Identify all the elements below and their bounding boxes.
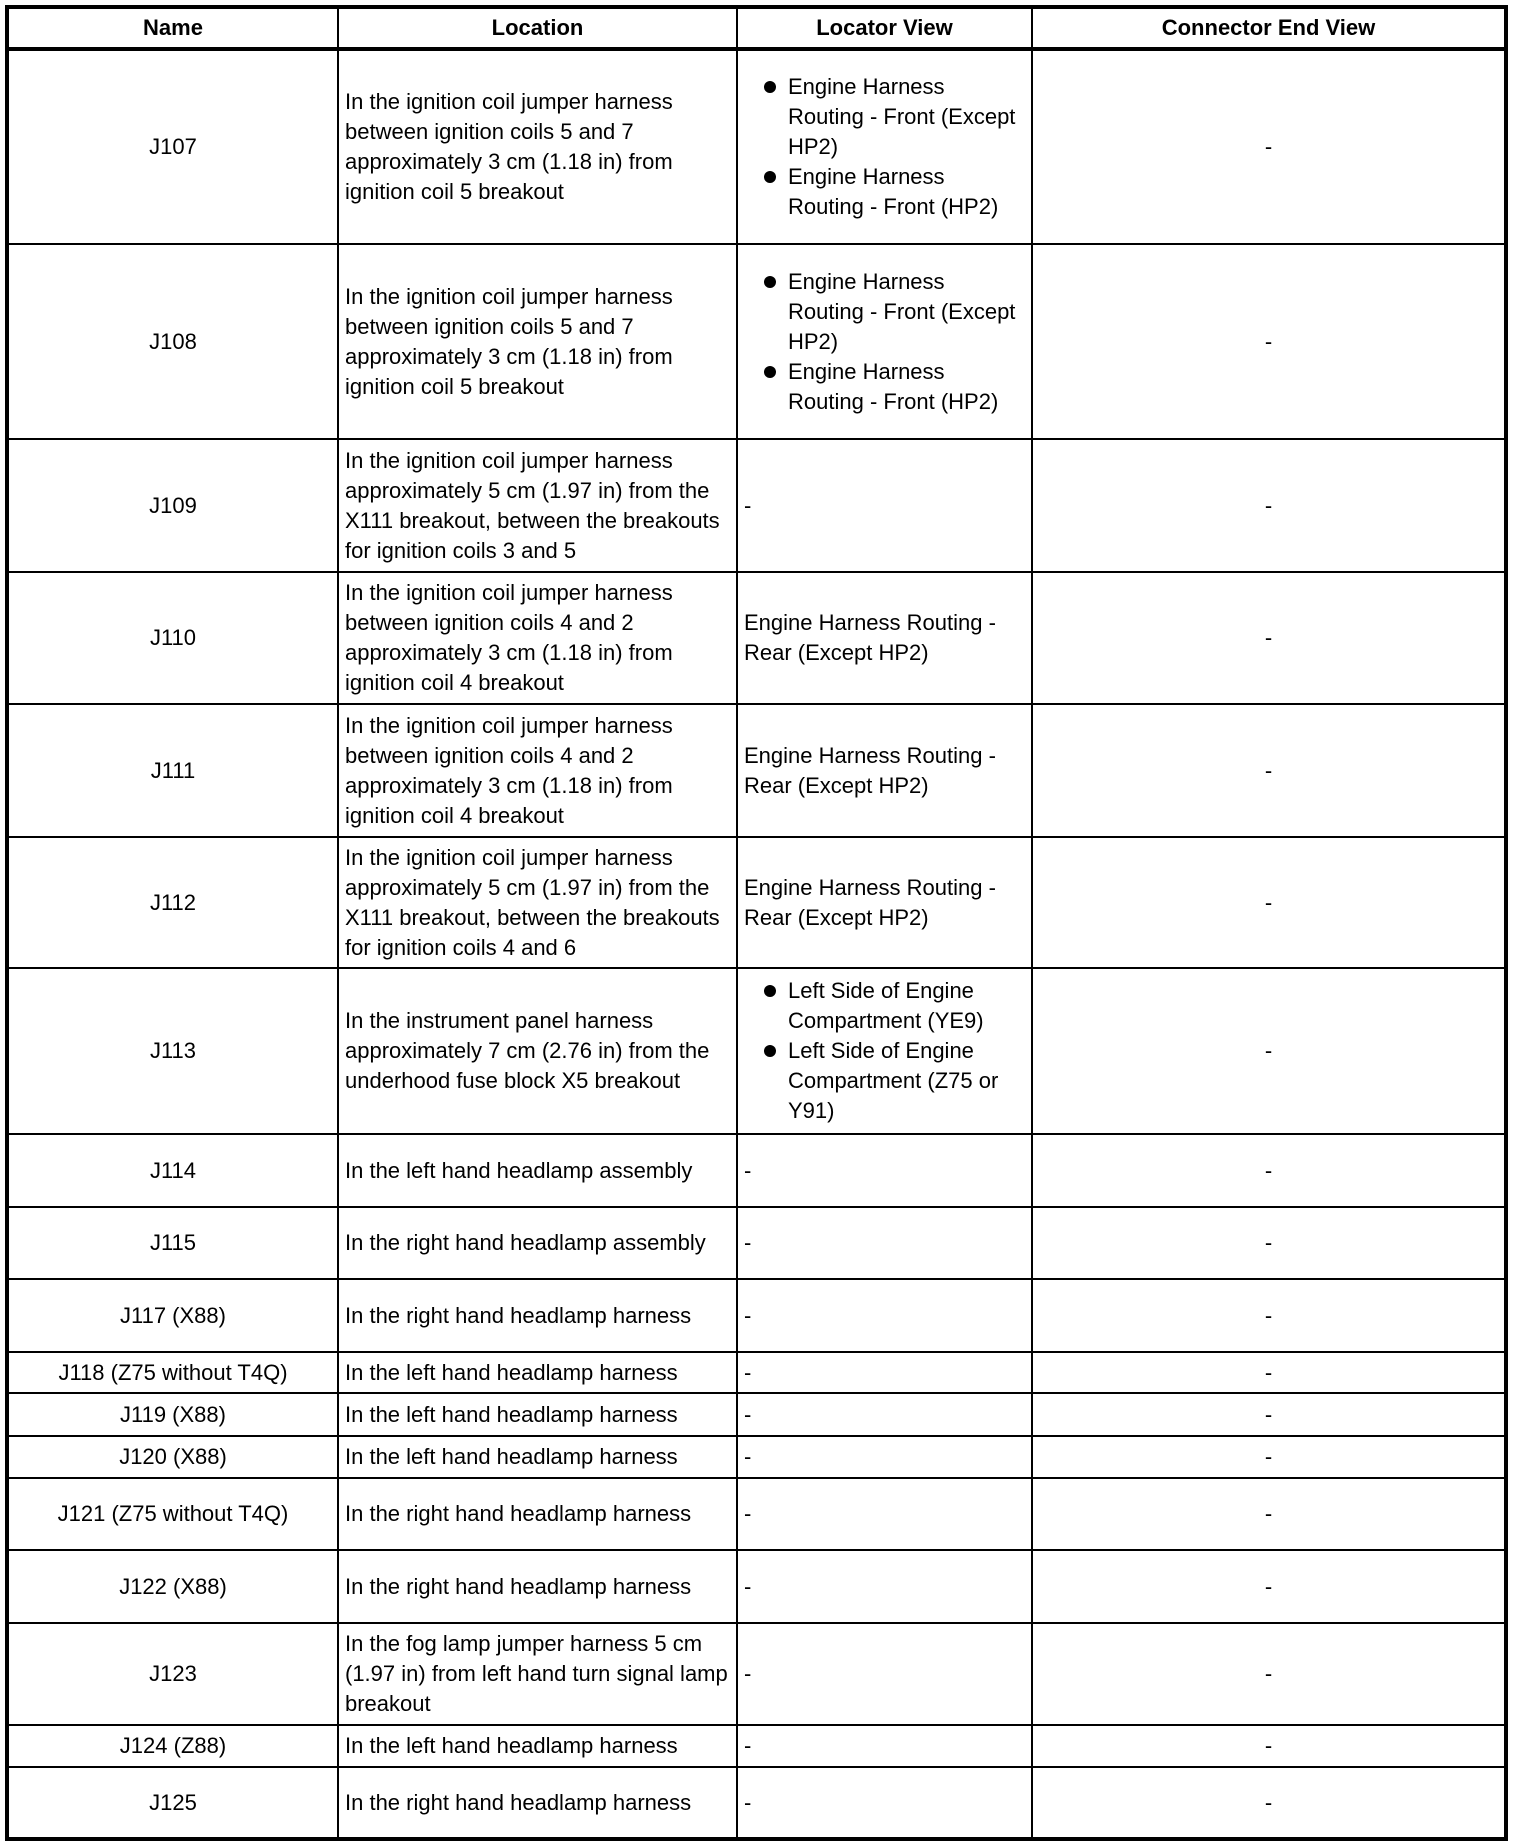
cell-location: In the right hand headlamp assembly [338,1207,737,1279]
locator-view-empty: - [744,492,752,518]
locator-view-link[interactable]: Engine Harness Routing - Front (HP2) [744,357,1025,417]
cell-locator-view [737,1725,1032,1767]
cell-location: In the ignition coil jumper harness between ignition coils 4 and 2 approximately 3 cm (1.18 in) from ignition coil 4 breakout [338,704,737,837]
cell-location: In the instrument panel harness approximately 7 cm (2.76 in) from the underhood fuse block X5 breakout [338,968,737,1134]
cell-location: In the left hand headlamp harness [338,1393,737,1436]
table-row [7,439,1506,572]
cell-locator-view [737,1207,1032,1279]
column-header-location: Location [338,7,737,49]
locator-view-empty: - [744,1661,752,1686]
cell-connector-end-view: - [1032,439,1506,572]
cell-name: J112 [7,837,338,968]
locator-view-list [744,976,1025,1126]
cell-name: J121 (Z75 without T4Q) [7,1478,338,1550]
table-row [7,1279,1506,1352]
cell-location: In the right hand headlamp harness [338,1767,737,1839]
cell-locator-view [737,439,1032,572]
cell-name: J113 [7,968,338,1134]
table-row [7,1207,1506,1279]
cell-connector-end-view: - [1032,968,1506,1134]
locator-view-empty: - [744,1733,752,1758]
locator-view-empty: - [744,1789,752,1815]
table-row [7,244,1506,439]
cell-locator-view [737,1436,1032,1478]
locator-view-empty: - [744,1359,752,1385]
column-header-locator-view: Locator View [737,7,1032,49]
cell-locator-view [737,1134,1032,1207]
cell-location: In the ignition coil jumper harness between ignition coils 5 and 7 approximately 3 cm (1.18 in) from ignition coil 5 breakout [338,244,737,439]
table-row [7,49,1506,244]
cell-locator-view [737,1767,1032,1839]
cell-connector-end-view: - [1032,1207,1506,1279]
cell-name: J117 (X88) [7,1279,338,1352]
splice-location-table [5,5,1508,1841]
cell-locator-view [737,49,1032,244]
cell-connector-end-view: - [1032,1550,1506,1623]
locator-view-empty: - [744,1444,752,1469]
locator-view-list [744,72,1025,222]
table-row [7,704,1506,837]
table-row [7,1767,1506,1839]
cell-name: J118 (Z75 without T4Q) [7,1352,338,1393]
cell-name: J111 [7,704,338,837]
cell-name: J122 (X88) [7,1550,338,1623]
locator-view-link[interactable]: Engine Harness Routing - Front (HP2) [744,162,1025,222]
cell-name: J109 [7,439,338,572]
cell-locator-view [737,1623,1032,1725]
cell-connector-end-view: - [1032,1279,1506,1352]
cell-location: In the left hand headlamp harness [338,1352,737,1393]
cell-locator-view [737,572,1032,704]
cell-locator-view [737,1352,1032,1393]
locator-view-empty: - [744,1157,752,1183]
table-row [7,1623,1506,1725]
table-row [7,1550,1506,1623]
locator-view-link[interactable]: Engine Harness Routing - Rear (Except HP2) [744,742,996,798]
cell-connector-end-view: - [1032,244,1506,439]
cell-name: J120 (X88) [7,1436,338,1478]
cell-connector-end-view: - [1032,1725,1506,1767]
locator-view-empty: - [744,1501,752,1526]
cell-location: In the right hand headlamp harness [338,1478,737,1550]
cell-locator-view [737,244,1032,439]
table-row [7,1478,1506,1550]
table-row [7,1725,1506,1767]
table-row [7,1436,1506,1478]
cell-connector-end-view: - [1032,1767,1506,1839]
cell-location: In the left hand headlamp harness [338,1725,737,1767]
cell-locator-view [737,968,1032,1134]
cell-name: J124 (Z88) [7,1725,338,1767]
cell-locator-view [737,1393,1032,1436]
locator-view-link[interactable]: Engine Harness Routing - Front (Except HP2) [744,72,1025,162]
locator-view-link[interactable]: Left Side of Engine Compartment (YE9) [744,976,1025,1036]
cell-name: J115 [7,1207,338,1279]
header-row [7,7,1506,49]
locator-view-link[interactable]: Engine Harness Routing - Rear (Except HP2) [744,610,996,665]
cell-location: In the ignition coil jumper harness approximately 5 cm (1.97 in) from the X111 breakout, between the breakouts for ignition coils 3 and 5 [338,439,737,572]
cell-location: In the ignition coil jumper harness between ignition coils 4 and 2 approximately 3 cm (1.18 in) from ignition coil 4 breakout [338,572,737,704]
cell-connector-end-view: - [1032,1393,1506,1436]
cell-location: In the left hand headlamp harness [338,1436,737,1478]
locator-view-link[interactable]: Engine Harness Routing - Rear (Except HP2) [744,874,996,930]
cell-name: J114 [7,1134,338,1207]
cell-name: J119 (X88) [7,1393,338,1436]
cell-connector-end-view: - [1032,1134,1506,1207]
cell-connector-end-view: - [1032,49,1506,244]
locator-view-link[interactable]: Left Side of Engine Compartment (Z75 or Y91) [744,1036,1025,1126]
cell-location: In the right hand headlamp harness [338,1279,737,1352]
cell-name: J107 [7,49,338,244]
table-row [7,1393,1506,1436]
column-header-name: Name [7,7,338,49]
cell-location: In the ignition coil jumper harness approximately 5 cm (1.97 in) from the X111 breakout, between the breakouts for ignition coils 4 and 6 [338,837,737,968]
table-row [7,572,1506,704]
column-header-connector-end-view: Connector End View [1032,7,1506,49]
cell-connector-end-view: - [1032,1436,1506,1478]
cell-location: In the fog lamp jumper harness 5 cm (1.97 in) from left hand turn signal lamp breakout [338,1623,737,1725]
cell-connector-end-view: - [1032,572,1506,704]
cell-name: J123 [7,1623,338,1725]
table-row [7,1134,1506,1207]
table-row [7,1352,1506,1393]
cell-location: In the left hand headlamp assembly [338,1134,737,1207]
cell-locator-view [737,1279,1032,1352]
locator-view-empty: - [744,1401,752,1427]
locator-view-empty: - [744,1302,752,1328]
cell-location: In the ignition coil jumper harness between ignition coils 5 and 7 approximately 3 cm (1.18 in) from ignition coil 5 breakout [338,49,737,244]
locator-view-empty: - [744,1230,752,1255]
cell-connector-end-view: - [1032,1623,1506,1725]
cell-locator-view [737,1550,1032,1623]
cell-locator-view [737,1478,1032,1550]
cell-connector-end-view: - [1032,1352,1506,1393]
cell-connector-end-view: - [1032,1478,1506,1550]
table-body [7,49,1506,1839]
locator-view-link[interactable]: Engine Harness Routing - Front (Except HP2) [744,267,1025,357]
cell-name: J110 [7,572,338,704]
cell-name: J125 [7,1767,338,1839]
cell-connector-end-view: - [1032,704,1506,837]
table-row [7,837,1506,968]
table-row [7,968,1506,1134]
cell-locator-view [737,837,1032,968]
cell-connector-end-view: - [1032,837,1506,968]
cell-location: In the right hand headlamp harness [338,1550,737,1623]
locator-view-list [744,267,1025,417]
cell-name: J108 [7,244,338,439]
locator-view-empty: - [744,1573,752,1599]
cell-locator-view [737,704,1032,837]
